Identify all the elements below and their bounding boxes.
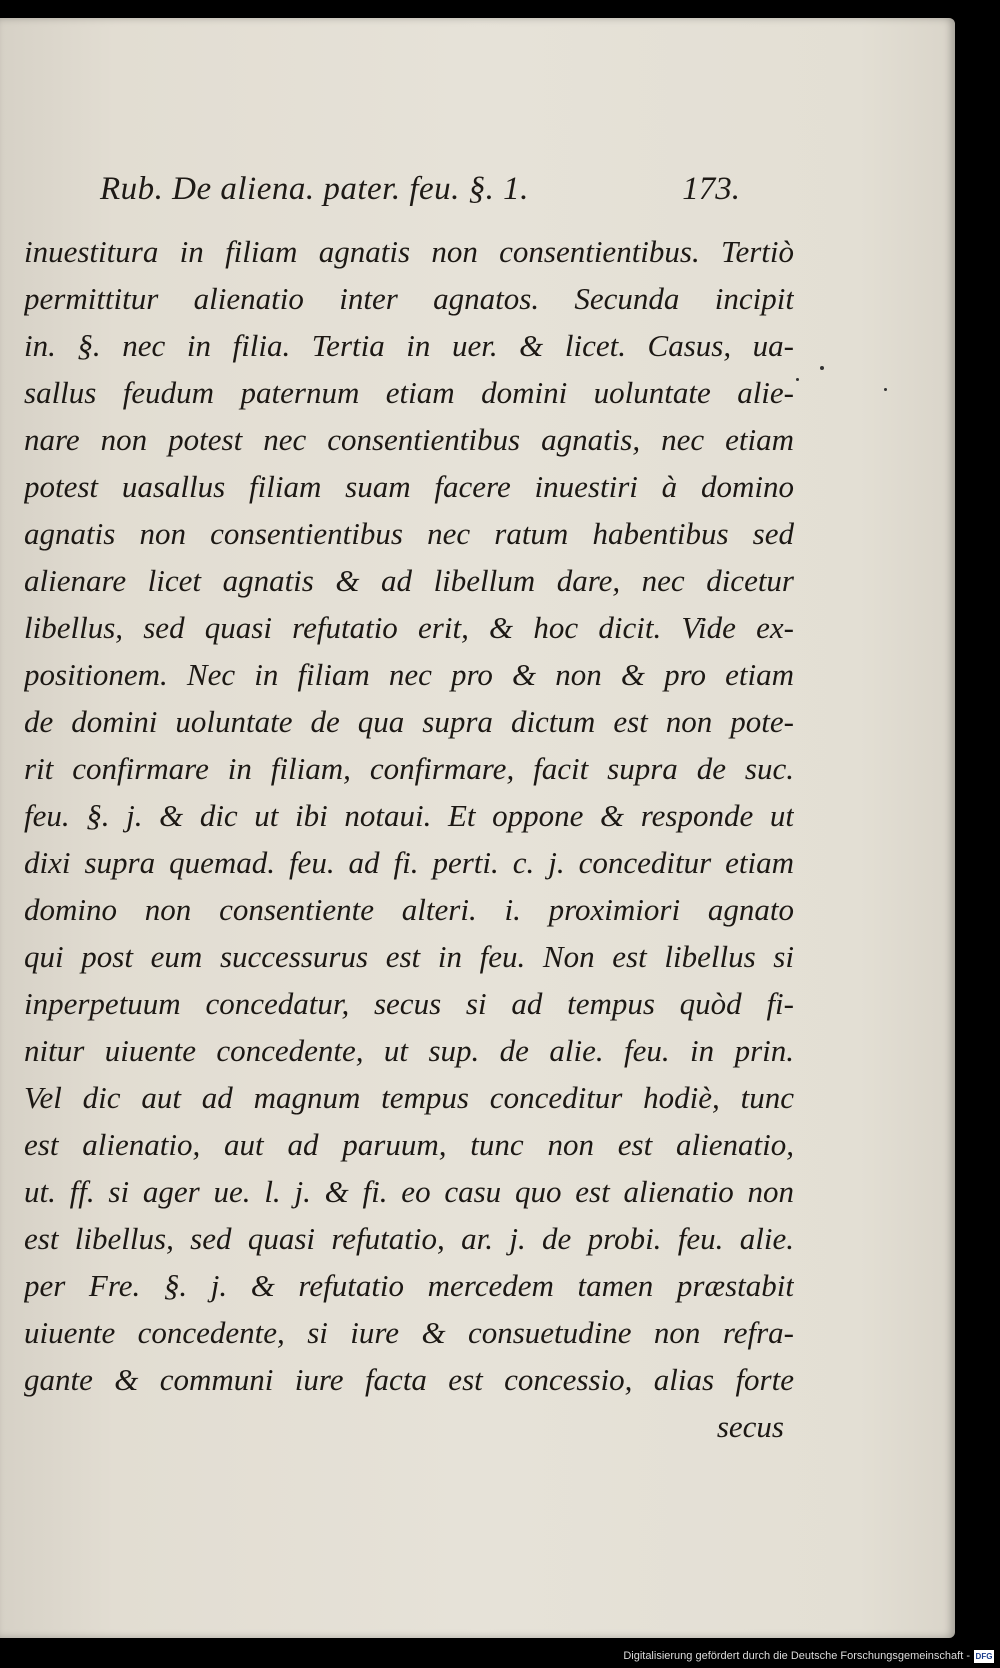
text-line: potest uasallus filiam suam facere inuestiri à domino (24, 469, 794, 504)
text-line: Vel dic aut ad magnum tempus conceditur hodiè, tunc (24, 1080, 794, 1115)
text-line: rit confirmare in filiam, confirmare, facit supra de suc. (24, 751, 794, 786)
text-line: alienare licet agnatis & ad libellum dare, nec dicetur (24, 563, 794, 598)
text-line: per Fre. §. j. & refutatio mercedem tamen præstabit (24, 1268, 794, 1303)
text-line: ut. ff. si ager ue. l. j. & fi. eo casu quo est alienatio non (24, 1174, 794, 1209)
text-line: est libellus, sed quasi refutatio, ar. j. de probi. feu. alie. (24, 1221, 794, 1256)
text-line: nitur uiuente concedente, ut sup. de alie. feu. in prin. (24, 1033, 794, 1068)
ink-speck (820, 366, 824, 370)
digitization-credit: Digitalisierung gefördert durch die Deutsche Forschungsgemeinschaft - (623, 1650, 970, 1662)
page-header (100, 171, 740, 217)
running-head: Rub. De aliena. pater. feu. §. 1. (100, 171, 529, 207)
digitization-footer (0, 1638, 1000, 1668)
text-line: in. §. nec in filia. Tertia in uer. & licet. Casus, ua- (24, 328, 794, 363)
body-text (24, 228, 794, 1450)
text-line: gante & communi iure facta est concessio, alias forte (24, 1362, 794, 1397)
text-line: uiuente concedente, si iure & consuetudine non refra- (24, 1315, 794, 1350)
text-line: agnatis non consentientibus nec ratum habentibus sed (24, 516, 794, 551)
text-line: inperpetuum concedatur, secus si ad tempus quòd fi- (24, 986, 794, 1021)
ink-speck (796, 378, 799, 381)
text-line: qui post eum successurus est in feu. Non est libellus si (24, 939, 794, 974)
page-number: 173. (682, 171, 740, 207)
text-line: inuestitura in filiam agnatis non consentientibus. Tertiò (24, 234, 794, 269)
text-line: sallus feudum paternum etiam domini uoluntate alie- (24, 375, 794, 410)
text-line: feu. §. j. & dic ut ibi notaui. Et oppone & responde ut (24, 798, 794, 833)
text-line: dixi supra quemad. feu. ad fi. perti. c. j. conceditur etiam (24, 845, 794, 880)
book-page (0, 18, 955, 1638)
text-line: de domini uoluntate de qua supra dictum est non pote- (24, 704, 794, 739)
catchword: secus (716, 1409, 784, 1444)
text-line: nare non potest nec consentientibus agnatis, nec etiam (24, 422, 794, 457)
dfg-logo: DFG (975, 1652, 993, 1661)
text-line: libellus, sed quasi refutatio erit, & hoc dicit. Vide ex- (24, 610, 794, 645)
text-line: est alienatio, aut ad paruum, tunc non est alienatio, (24, 1127, 794, 1162)
text-line: positionem. Nec in filiam nec pro & non & pro etiam (24, 657, 794, 692)
text-line: domino non consentiente alteri. i. proximiori agnato (24, 892, 794, 927)
text-line: permittitur alienatio inter agnatos. Secunda incipit (24, 281, 794, 316)
ink-speck (884, 388, 887, 391)
